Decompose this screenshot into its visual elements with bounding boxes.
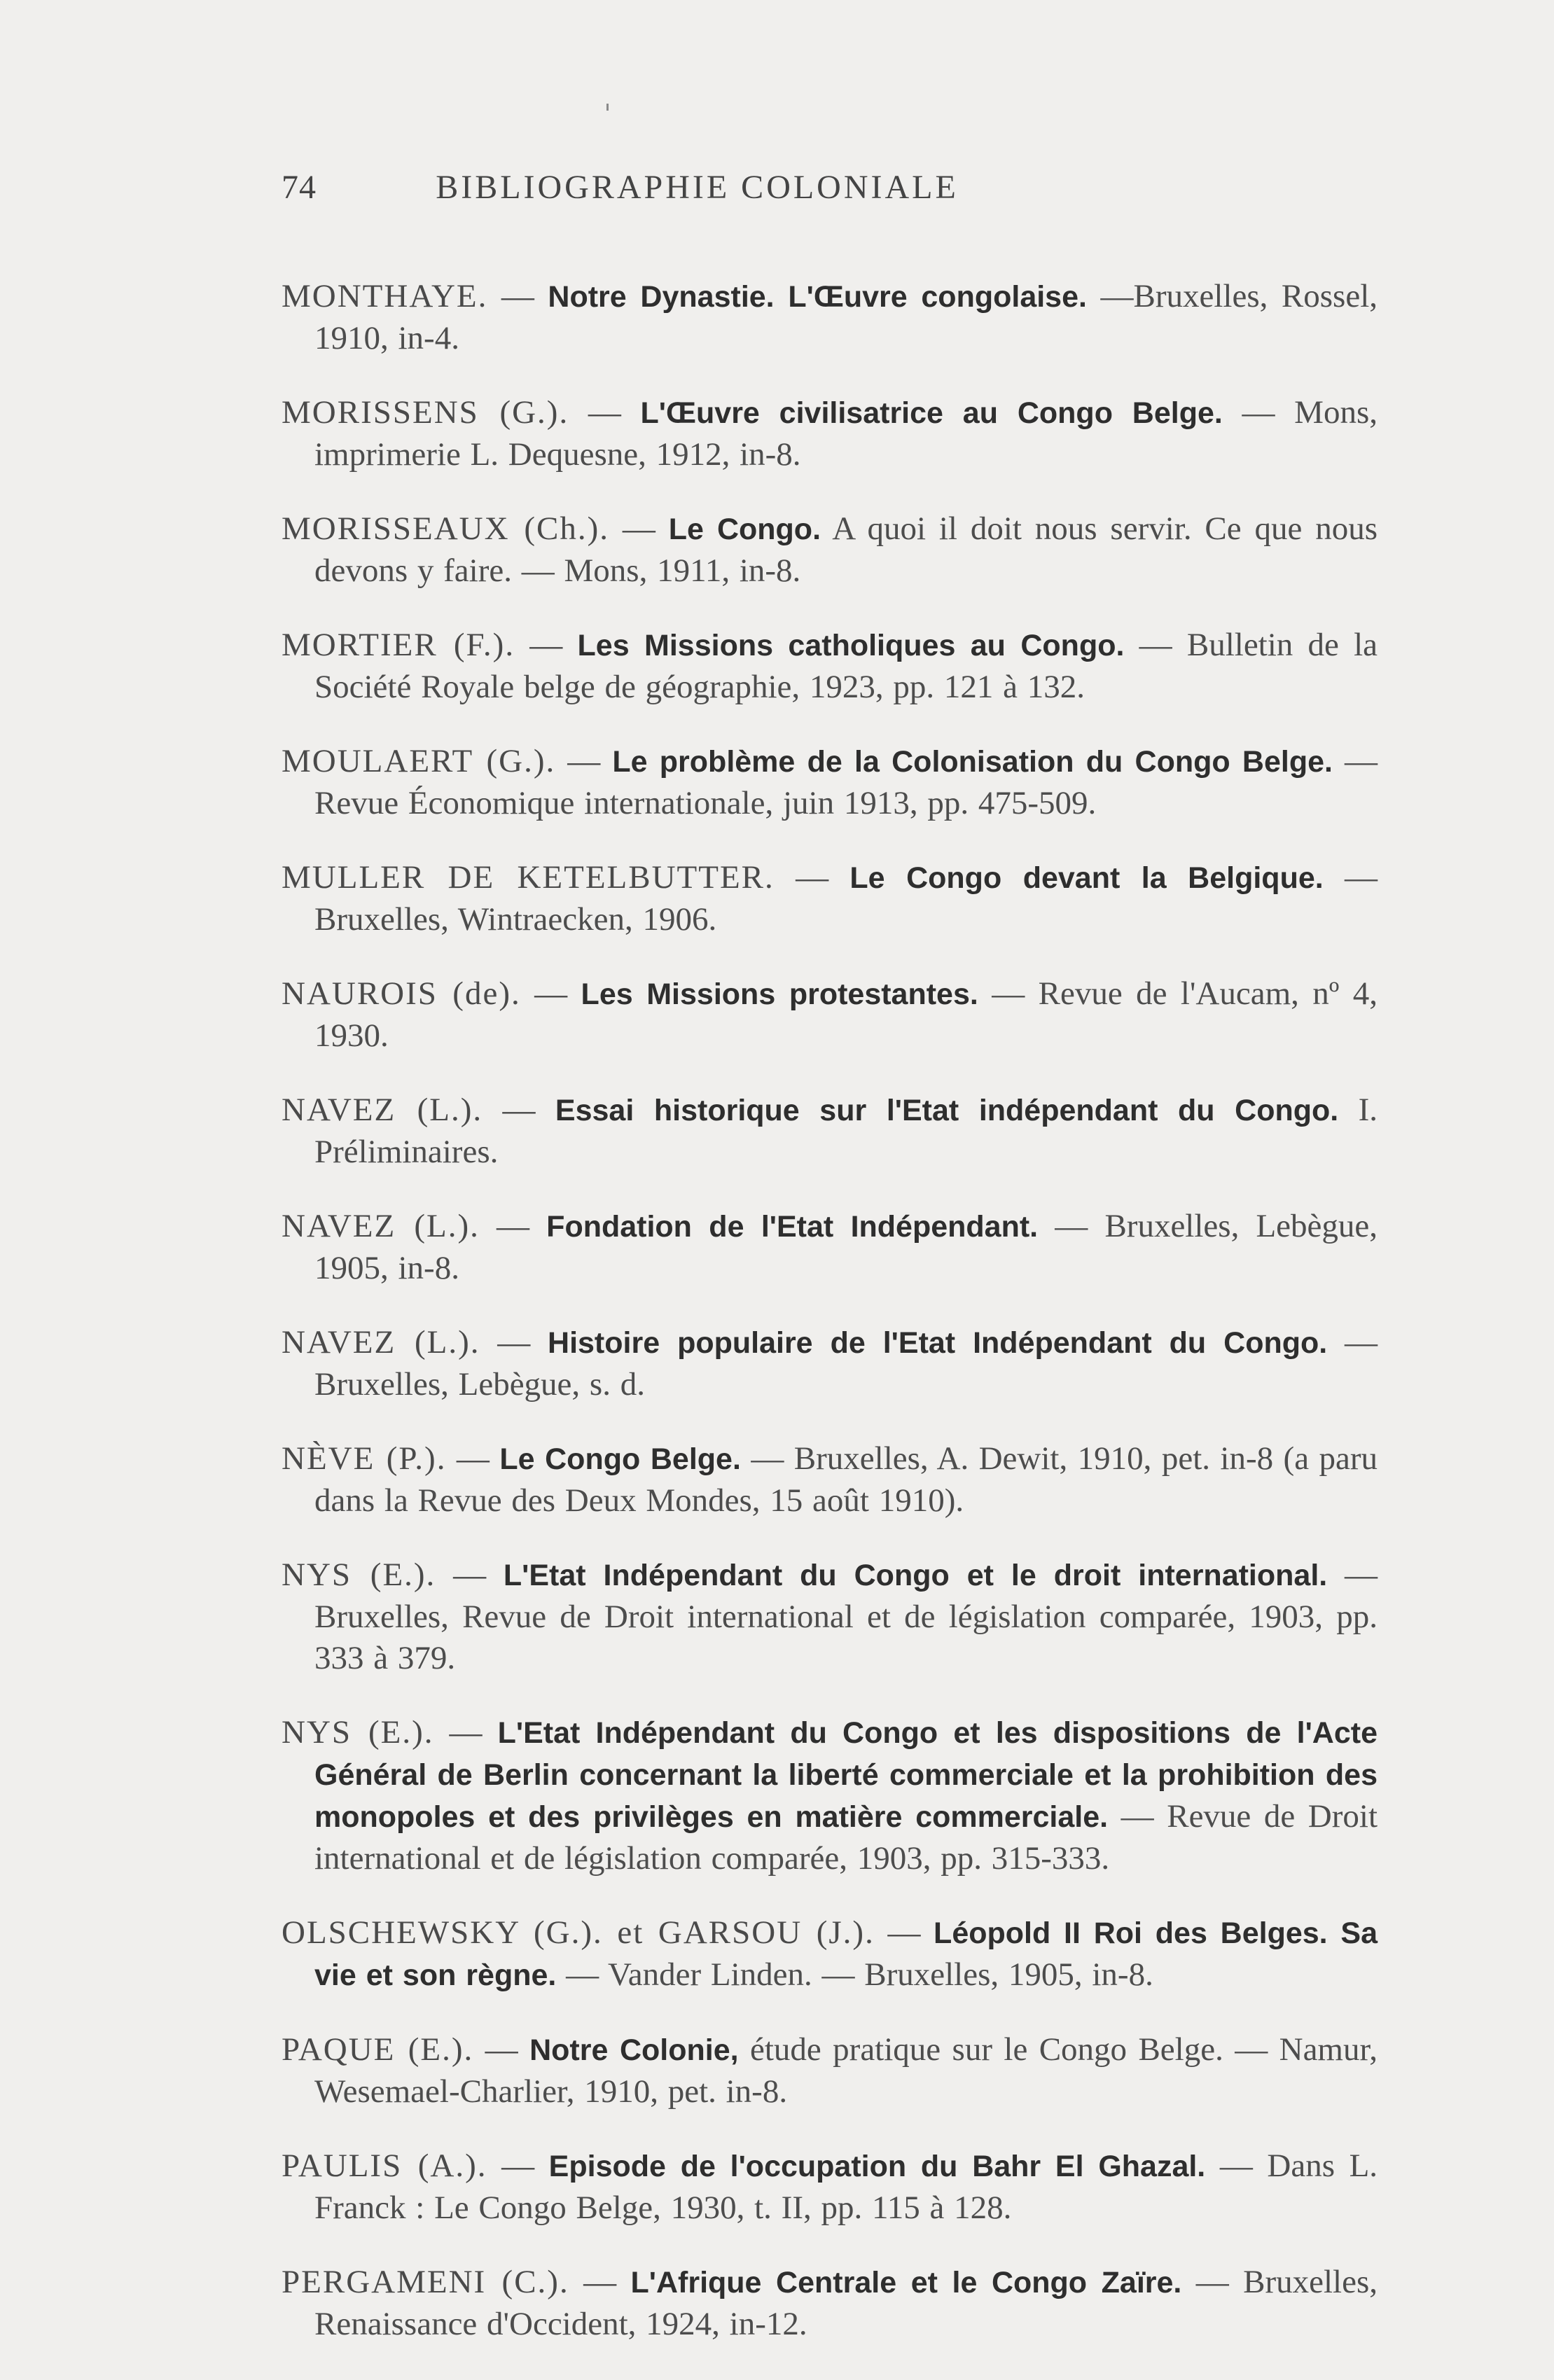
bibliography-entry: MORTIER (F.). — Les Missions catholiques au Congo. — Bulletin de la Société Royale belge de géographie, 1923, pp. 121 à 132. xyxy=(282,627,1378,705)
entry-author: OLSCHEWSKY (G.). et GARSOU (J.). xyxy=(282,1914,875,1951)
entry-author: PAULIS (A.). xyxy=(282,2148,487,2184)
entry-title: Fondation de l'Etat Indépendant. xyxy=(546,1210,1039,1244)
entry-publication: — Dans L. Franck : Le Congo Belge, 1930, t. II, pp. 115 à 128. xyxy=(314,2148,1378,2226)
bibliography-entry: MORISSEAUX (Ch.). — Le Congo. A quoi il doit nous servir. Ce que nous devons y faire. — Mons, 1911, in-8. xyxy=(282,510,1378,589)
entry-title: Le Congo. xyxy=(668,513,821,546)
bibliography-entry: NYS (E.). — L'Etat Indépendant du Congo et le droit international. — Bruxelles, Revue de Droit international et de législation comparée, 1903, pp. 333 à 379. xyxy=(282,1557,1378,1676)
entry-author: PAQUE (E.). xyxy=(282,2031,474,2068)
bibliography-entry: NYS (E.). — L'Etat Indépendant du Congo et les dispositions de l'Acte Général de Berlin concernant la liberté commerciale et la prohibition des monopoles et des privilèges en matière commerciale. — Revue de Droit international et de législation comparée, 1903, pp. 315-333. xyxy=(282,1714,1378,1877)
bibliography-entry: PAULIS (A.). — Episode de l'occupation du Bahr El Ghazal. — Dans L. Franck : Le Congo Belge, 1930, t. II, pp. 115 à 128. xyxy=(282,2148,1378,2226)
entry-publication: — Bruxelles, Lebègue, 1905, in-8. xyxy=(314,1208,1378,1286)
entry-title: Episode de l'occupation du Bahr El Ghazal. xyxy=(548,2150,1206,2183)
page-number: 74 xyxy=(282,169,317,206)
entry-publication: étude pratique sur le Congo Belge. — Namur, Wesemael-Charlier, 1910, pet. in-8. xyxy=(314,2031,1378,2110)
entry-title: Léopold II Roi des Belges. Sa vie et son règne. xyxy=(314,1916,1378,1992)
entry-title: Histoire populaire de l'Etat Indépendant du Congo. xyxy=(548,1326,1328,1360)
entry-publication: — Bulletin de la Société Royale belge de géographie, 1923, pp. 121 à 132. xyxy=(314,627,1378,705)
entry-author: MULLER DE KETELBUTTER. xyxy=(282,859,775,896)
entry-author: NÈVE (P.). xyxy=(282,1440,447,1477)
entry-publication: — Bruxelles, Revue de Droit international et de législation comparée, 1903, pp. 333 à 379. xyxy=(314,1557,1378,1676)
page-header xyxy=(282,168,1113,217)
entry-publication: — Vander Linden. — Bruxelles, 1905, in-8. xyxy=(566,1956,1153,1993)
entry-publication: — Bruxelles, Renaissance d'Occident, 1924, in-12. xyxy=(314,2264,1378,2342)
bibliography-entry: NÈVE (P.). — Le Congo Belge. — Bruxelles, A. Dewit, 1910, pet. in-8 (a paru dans la Revue des Deux Mondes, 15 août 1910). xyxy=(282,1440,1378,1519)
bibliography-entry: MONTHAYE. — Notre Dynastie. L'Œuvre congolaise. —Bruxelles, Rossel, 1910, in-4. xyxy=(282,278,1378,356)
entry-author: MOULAERT (G.). xyxy=(282,743,556,779)
entry-publication: — Bruxelles, Lebègue, s. d. xyxy=(314,1324,1378,1403)
entry-title: Les Missions catholiques au Congo. xyxy=(577,629,1125,662)
bibliography-entry: OLSCHEWSKY (G.). et GARSOU (J.). — Léopold II Roi des Belges. Sa vie et son règne. — Vander Linden. — Bruxelles, 1905, in-8. xyxy=(282,1914,1378,1993)
entry-publication: — Mons, imprimerie L. Dequesne, 1912, in-8. xyxy=(314,394,1378,473)
bibliography-entry: NAVEZ (L.). — Essai historique sur l'Etat indépendant du Congo. I. Préliminaires. xyxy=(282,1092,1378,1170)
bibliography-list xyxy=(282,243,1378,2357)
entry-author: NYS (E.). xyxy=(282,1557,436,1593)
entry-title: L'Etat Indépendant du Congo et les dispositions de l'Acte Général de Berlin concernant la liberté commerciale et la prohibition des monopoles et des privilèges en matière commerciale. xyxy=(314,1716,1378,1834)
entry-publication: — Revue de l'Aucam, nº 4, 1930. xyxy=(314,975,1378,1054)
bibliography-entry: PAQUE (E.). — Notre Colonie, étude pratique sur le Congo Belge. — Namur, Wesemael-Charlier, 1910, pet. in-8. xyxy=(282,2031,1378,2110)
entry-title: L'Afrique Centrale et le Congo Zaïre. xyxy=(630,2266,1182,2299)
bibliography-entry: NAUROIS (de). — Les Missions protestantes. — Revue de l'Aucam, nº 4, 1930. xyxy=(282,975,1378,1054)
print-mark xyxy=(606,104,609,111)
entry-author: PERGAMENI (C.). xyxy=(282,2264,569,2300)
entry-publication: A quoi il doit nous servir. Ce que nous devons y faire. — Mons, 1911, in-8. xyxy=(314,510,1378,589)
entry-title: Le Congo Belge. xyxy=(499,1442,741,1476)
entry-author: MORISSEAUX (Ch.). xyxy=(282,510,610,547)
entry-author: MONTHAYE. xyxy=(282,278,488,314)
entry-publication: — Revue Économique internationale, juin 1913, pp. 475-509. xyxy=(314,743,1378,821)
bibliography-entry: PERGAMENI (C.). — L'Afrique Centrale et le Congo Zaïre. — Bruxelles, Renaissance d'Occident, 1924, in-12. xyxy=(282,2264,1378,2342)
entry-title: L'Œuvre civilisatrice au Congo Belge. xyxy=(640,396,1223,430)
bibliography-entry: MULLER DE KETELBUTTER. — Le Congo devant la Belgique. — Bruxelles, Wintraecken, 1906. xyxy=(282,859,1378,938)
entry-title: Les Missions protestantes. xyxy=(581,977,978,1011)
entry-publication: — Bruxelles, A. Dewit, 1910, pet. in-8 (a paru dans la Revue des Deux Mondes, 15 août 1910). xyxy=(314,1440,1378,1519)
running-title: BIBLIOGRAPHIE COLONIALE xyxy=(436,169,959,206)
bibliography-entry: NAVEZ (L.). — Fondation de l'Etat Indépendant. — Bruxelles, Lebègue, 1905, in-8. xyxy=(282,1208,1378,1286)
bibliography-entry: MOULAERT (G.). — Le problème de la Colonisation du Congo Belge. — Revue Économique internationale, juin 1913, pp. 475-509. xyxy=(282,743,1378,821)
entry-publication: — Revue de Droit international et de législation comparée, 1903, pp. 315-333. xyxy=(314,1798,1378,1877)
entry-publication: I. Préliminaires. xyxy=(314,1092,1378,1170)
entry-author: NAVEZ (L.). xyxy=(282,1208,480,1244)
entry-author: NYS (E.). xyxy=(282,1714,434,1751)
entry-author: MORTIER (F.). xyxy=(282,627,515,663)
entry-author: MORISSENS (G.). xyxy=(282,394,569,431)
entry-title: Notre Dynastie. L'Œuvre congolaise. xyxy=(548,280,1087,314)
entry-publication: — Bruxelles, Wintraecken, 1906. xyxy=(314,859,1378,938)
entry-title: L'Etat Indépendant du Congo et le droit international. xyxy=(503,1559,1328,1592)
entry-author: NAUROIS (de). xyxy=(282,975,521,1012)
bibliography-entry: NAVEZ (L.). — Histoire populaire de l'Etat Indépendant du Congo. — Bruxelles, Lebègue, s. d. xyxy=(282,1324,1378,1403)
entry-title: Essai historique sur l'Etat indépendant du Congo. xyxy=(555,1094,1339,1127)
entry-publication: —Bruxelles, Rossel, 1910, in-4. xyxy=(314,278,1378,356)
entry-title: Notre Colonie, xyxy=(529,2033,739,2067)
entry-title: Le problème de la Colonisation du Congo Belge. xyxy=(612,745,1333,779)
entry-title: Le Congo devant la Belgique. xyxy=(849,861,1324,895)
bibliography-entry: MORISSENS (G.). — L'Œuvre civilisatrice au Congo Belge. — Mons, imprimerie L. Dequesne, 1912, in-8. xyxy=(282,394,1378,473)
entry-author: NAVEZ (L.). xyxy=(282,1324,480,1361)
entry-author: NAVEZ (L.). xyxy=(282,1092,483,1128)
